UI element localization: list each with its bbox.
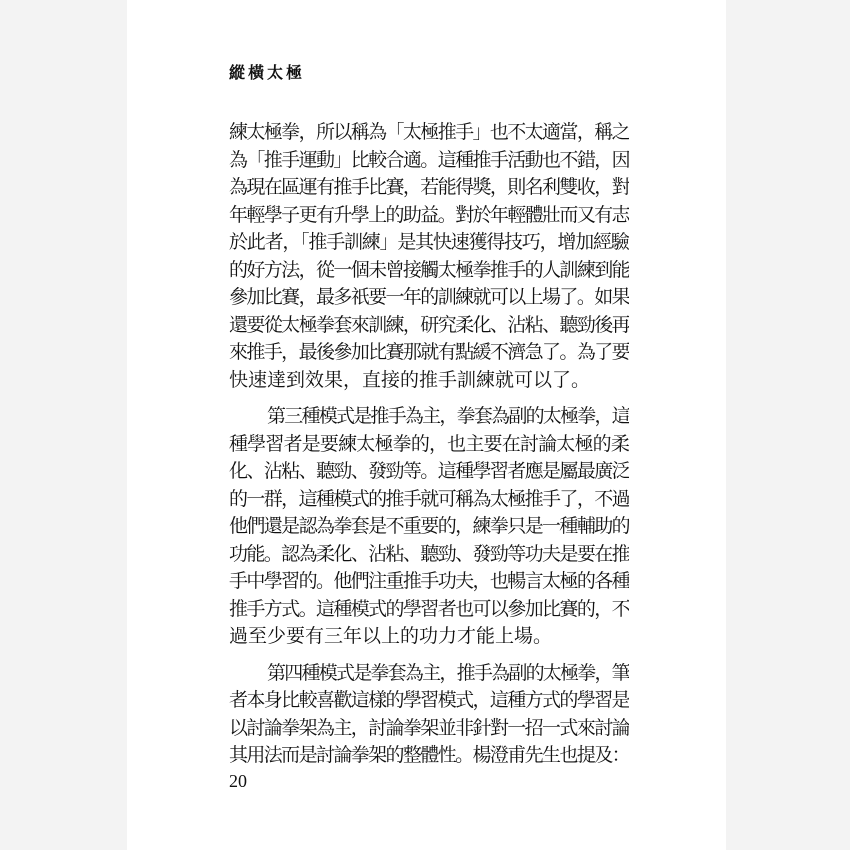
text-line: 年輕學子更有升學上的助益。對於年輕體壯而又有志: [229, 203, 629, 226]
text-line: 推手方式。這種模式的學習者也可以參加比賽的，不: [229, 597, 629, 620]
paragraph-gap: [229, 651, 629, 660]
text-line: 的好方法，從一個未曾接觸太極拳推手的人訓練到能: [229, 258, 629, 281]
running-head-title: 縱橫太極: [229, 63, 306, 82]
text-line: 手中學習的。他們注重推手功夫，也暢言太極的各種: [229, 570, 629, 592]
text-line: 功能。認為柔化、沾粘、聽勁、發勁等功夫是要在推: [229, 542, 629, 565]
text-line: 為現在區運有推手比賽，若能得獎，則名利雙收，對: [229, 176, 629, 198]
text-line: 化、沾粘、聽勁、發勁等。這種學習者應是屬最廣泛: [229, 460, 629, 482]
book-page: [127, 0, 726, 850]
text-line: 第三種模式是推手為主，拳套為副的太極拳，這: [267, 405, 629, 427]
text-line: 其用法而是討論拳架的整體性。楊澄甫先生也提及：: [229, 744, 629, 766]
paragraph: [229, 660, 629, 770]
text-line: 的一群，這種模式的推手就可稱為太極推手了，不過: [229, 487, 629, 510]
text-line: 練太極拳，所以稱為「太極推手」也不太適當，稱之: [229, 121, 629, 143]
text-line: 他們還是認為拳套是不重要的，練拳只是一種輔助的: [229, 515, 629, 537]
page-number: 20: [229, 771, 247, 791]
text-line: 還要從太極拳套來訓練，研究柔化、沾粘、聽勁後再: [229, 313, 629, 336]
body-text: [229, 119, 629, 770]
text-line: 來推手，最後參加比賽那就有點緩不濟急了。為了要: [229, 341, 629, 363]
text-line: 參加比賽，最多祇要一年的訓練就可以上場了。如果: [229, 286, 629, 308]
text-line: 於此者，「推手訓練」是其快速獲得技巧，增加經驗: [229, 231, 629, 253]
text-line: 過至少要有三年以上的功力才能上場。: [229, 625, 553, 647]
paragraph-gap: [229, 394, 629, 403]
paragraph: [229, 119, 629, 394]
text-line: 者本身比較喜歡這樣的學習模式，這種方式的學習是: [229, 689, 629, 711]
text-line: 種學習者是要練太極拳的，也主要在討論太極的柔: [229, 432, 629, 455]
text-line: 快速達到效果，直接的推手訓練就可以了。: [229, 368, 591, 391]
text-line: 以討論拳架為主，討論拳架並非針對一招一式來討論: [229, 716, 629, 739]
paragraph: [229, 403, 629, 651]
text-line: 為「推手運動」比較合適。這種推手活動也不錯，因: [229, 148, 629, 171]
text-line: 第四種模式是拳套為主，推手為副的太極拳，筆: [267, 661, 629, 684]
